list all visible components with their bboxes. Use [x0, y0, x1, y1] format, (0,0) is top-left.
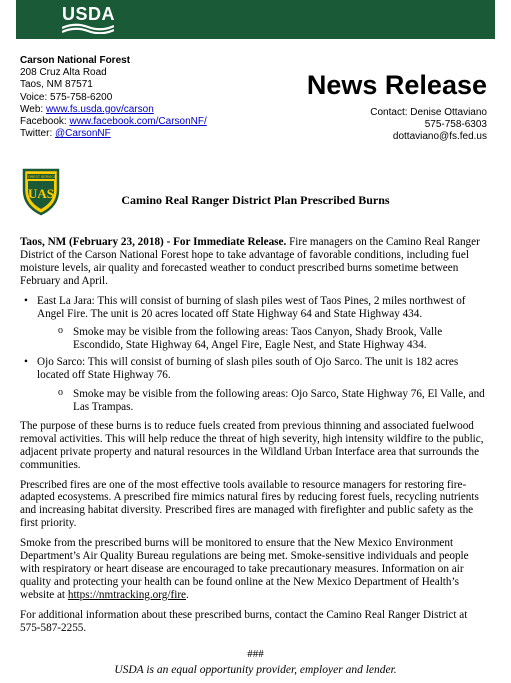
list-item-text: East La Jara: This will consist of burning of slash piles west of Taos Pines, 2 miles northwest of Angel Fire. The unit is 20 acres located off State Highway 64 and State Highway 434.	[37, 294, 466, 320]
contact-paragraph: For additional information about these prescribed burns, contact the Camino Real Ranger District at 575-587-2255.	[20, 608, 468, 634]
address-line-1: 208 Cruz Alta Road	[20, 67, 107, 79]
sub-list	[37, 326, 490, 352]
contact-block-left	[20, 55, 207, 140]
header-banner	[16, 0, 495, 39]
forest-service-shield-icon	[21, 168, 61, 216]
usda-logo-hills-icon	[62, 22, 114, 34]
facebook-line	[20, 116, 207, 128]
sub-list	[37, 388, 490, 414]
usda-logo-text: USDA	[62, 4, 116, 24]
lead-paragraph	[20, 236, 490, 288]
end-marks: ###	[247, 648, 264, 660]
smoke-end: .	[186, 588, 189, 601]
list-item-ojo-sarco	[37, 356, 490, 414]
sub-list-item: o Smoke may be visible from the following areas: Ojo Sarco, State Highway 76, El Valle, and Las Trampas.	[73, 388, 490, 414]
contact-email: dottaviano@fs.fed.us	[392, 131, 487, 143]
list-item-east-la-jara	[37, 295, 490, 353]
svg-text:UAS: UAS	[27, 186, 55, 201]
document-title: Camino Real Ranger District Plan Prescribed Burns	[121, 193, 390, 207]
news-release-title: News Release	[306, 70, 487, 100]
tools-paragraph: Prescribed fires are one of the most effective tools available to resource managers for restoring fire-adapted ecosystems. A prescribed fire mimics natural fires by reducing forest fuels, recycling nutrients and increasing habitat diversity. Prescribed fires are managed with firefighter and public safety as the first priority.	[20, 478, 479, 530]
contact-block-right	[370, 107, 487, 144]
document-body	[20, 236, 490, 641]
sub-list-item: o Smoke may be visible from the following areas: Taos Canyon, Shady Brook, Valle Escondido, State Highway 64, Angel Fire, Eagle Nest, and State Highway 434.	[73, 326, 490, 352]
burn-unit-list	[20, 295, 490, 414]
svg-text:FOREST SERVICE: FOREST SERVICE	[25, 175, 57, 179]
contact-phone: 575-758-6303	[424, 119, 487, 131]
nmtracking-link[interactable]: https://nmtracking.org/fire	[67, 588, 187, 601]
smoke-paragraph	[20, 537, 490, 602]
usda-logo	[62, 5, 114, 35]
web-line	[20, 104, 207, 116]
dateline: Taos, NM (February 23, 2018) - For Immediate Release.	[20, 236, 287, 248]
web-link[interactable]: www.fs.usda.gov/carson	[45, 103, 154, 115]
voice-phone: Voice: 575-758-6200	[20, 91, 113, 103]
web-label: Web:	[20, 103, 46, 115]
purpose-paragraph: The purpose of these burns is to reduce fuels created from previous thinning and associated fuelwood removal activities. This will help reduce the threat of high severity, high intensity wildfire to the public, adjacent private property and natural resources in the Wildland Urban Interface area that surrounds the communities.	[20, 419, 484, 471]
twitter-label: Twitter:	[20, 128, 56, 140]
lead-text: Fire managers on the Camino Real Ranger District of the Carson National Forest hope to take advantage of favorable conditions, including fuel moisture levels, air quality and forecasted weather to conduct prescribed burns sometime between February and April.	[20, 236, 480, 287]
facebook-link[interactable]: www.facebook.com/CarsonNF/	[69, 116, 207, 128]
contact-person: Contact: Denise Ottaviano	[370, 107, 487, 118]
smoke-text: Smoke from the prescribed burns will be monitored to ensure that the New Mexico Environment Department’s Air Quality Bureau regulations are being met. Smoke-sensitive individuals and people with respiratory or heart disease are encouraged to take precautionary measures. Information on air quality and protecting your health can be found online at the New Mexico Department of Health’s website at	[20, 537, 469, 601]
org-name: Carson National Forest	[20, 55, 131, 66]
facebook-label: Facebook:	[20, 116, 70, 128]
twitter-line	[20, 128, 207, 140]
list-item-text: Ojo Sarco: This will consist of burning of slash piles south of Ojo Sarco. The unit is 182 acres located off State Highway 76.	[37, 356, 459, 382]
footer-statement: USDA is an equal opportunity provider, employer and lender.	[114, 664, 397, 676]
twitter-link[interactable]: @CarsonNF	[55, 128, 111, 140]
address-line-2: Taos, NM 87571	[20, 79, 93, 91]
